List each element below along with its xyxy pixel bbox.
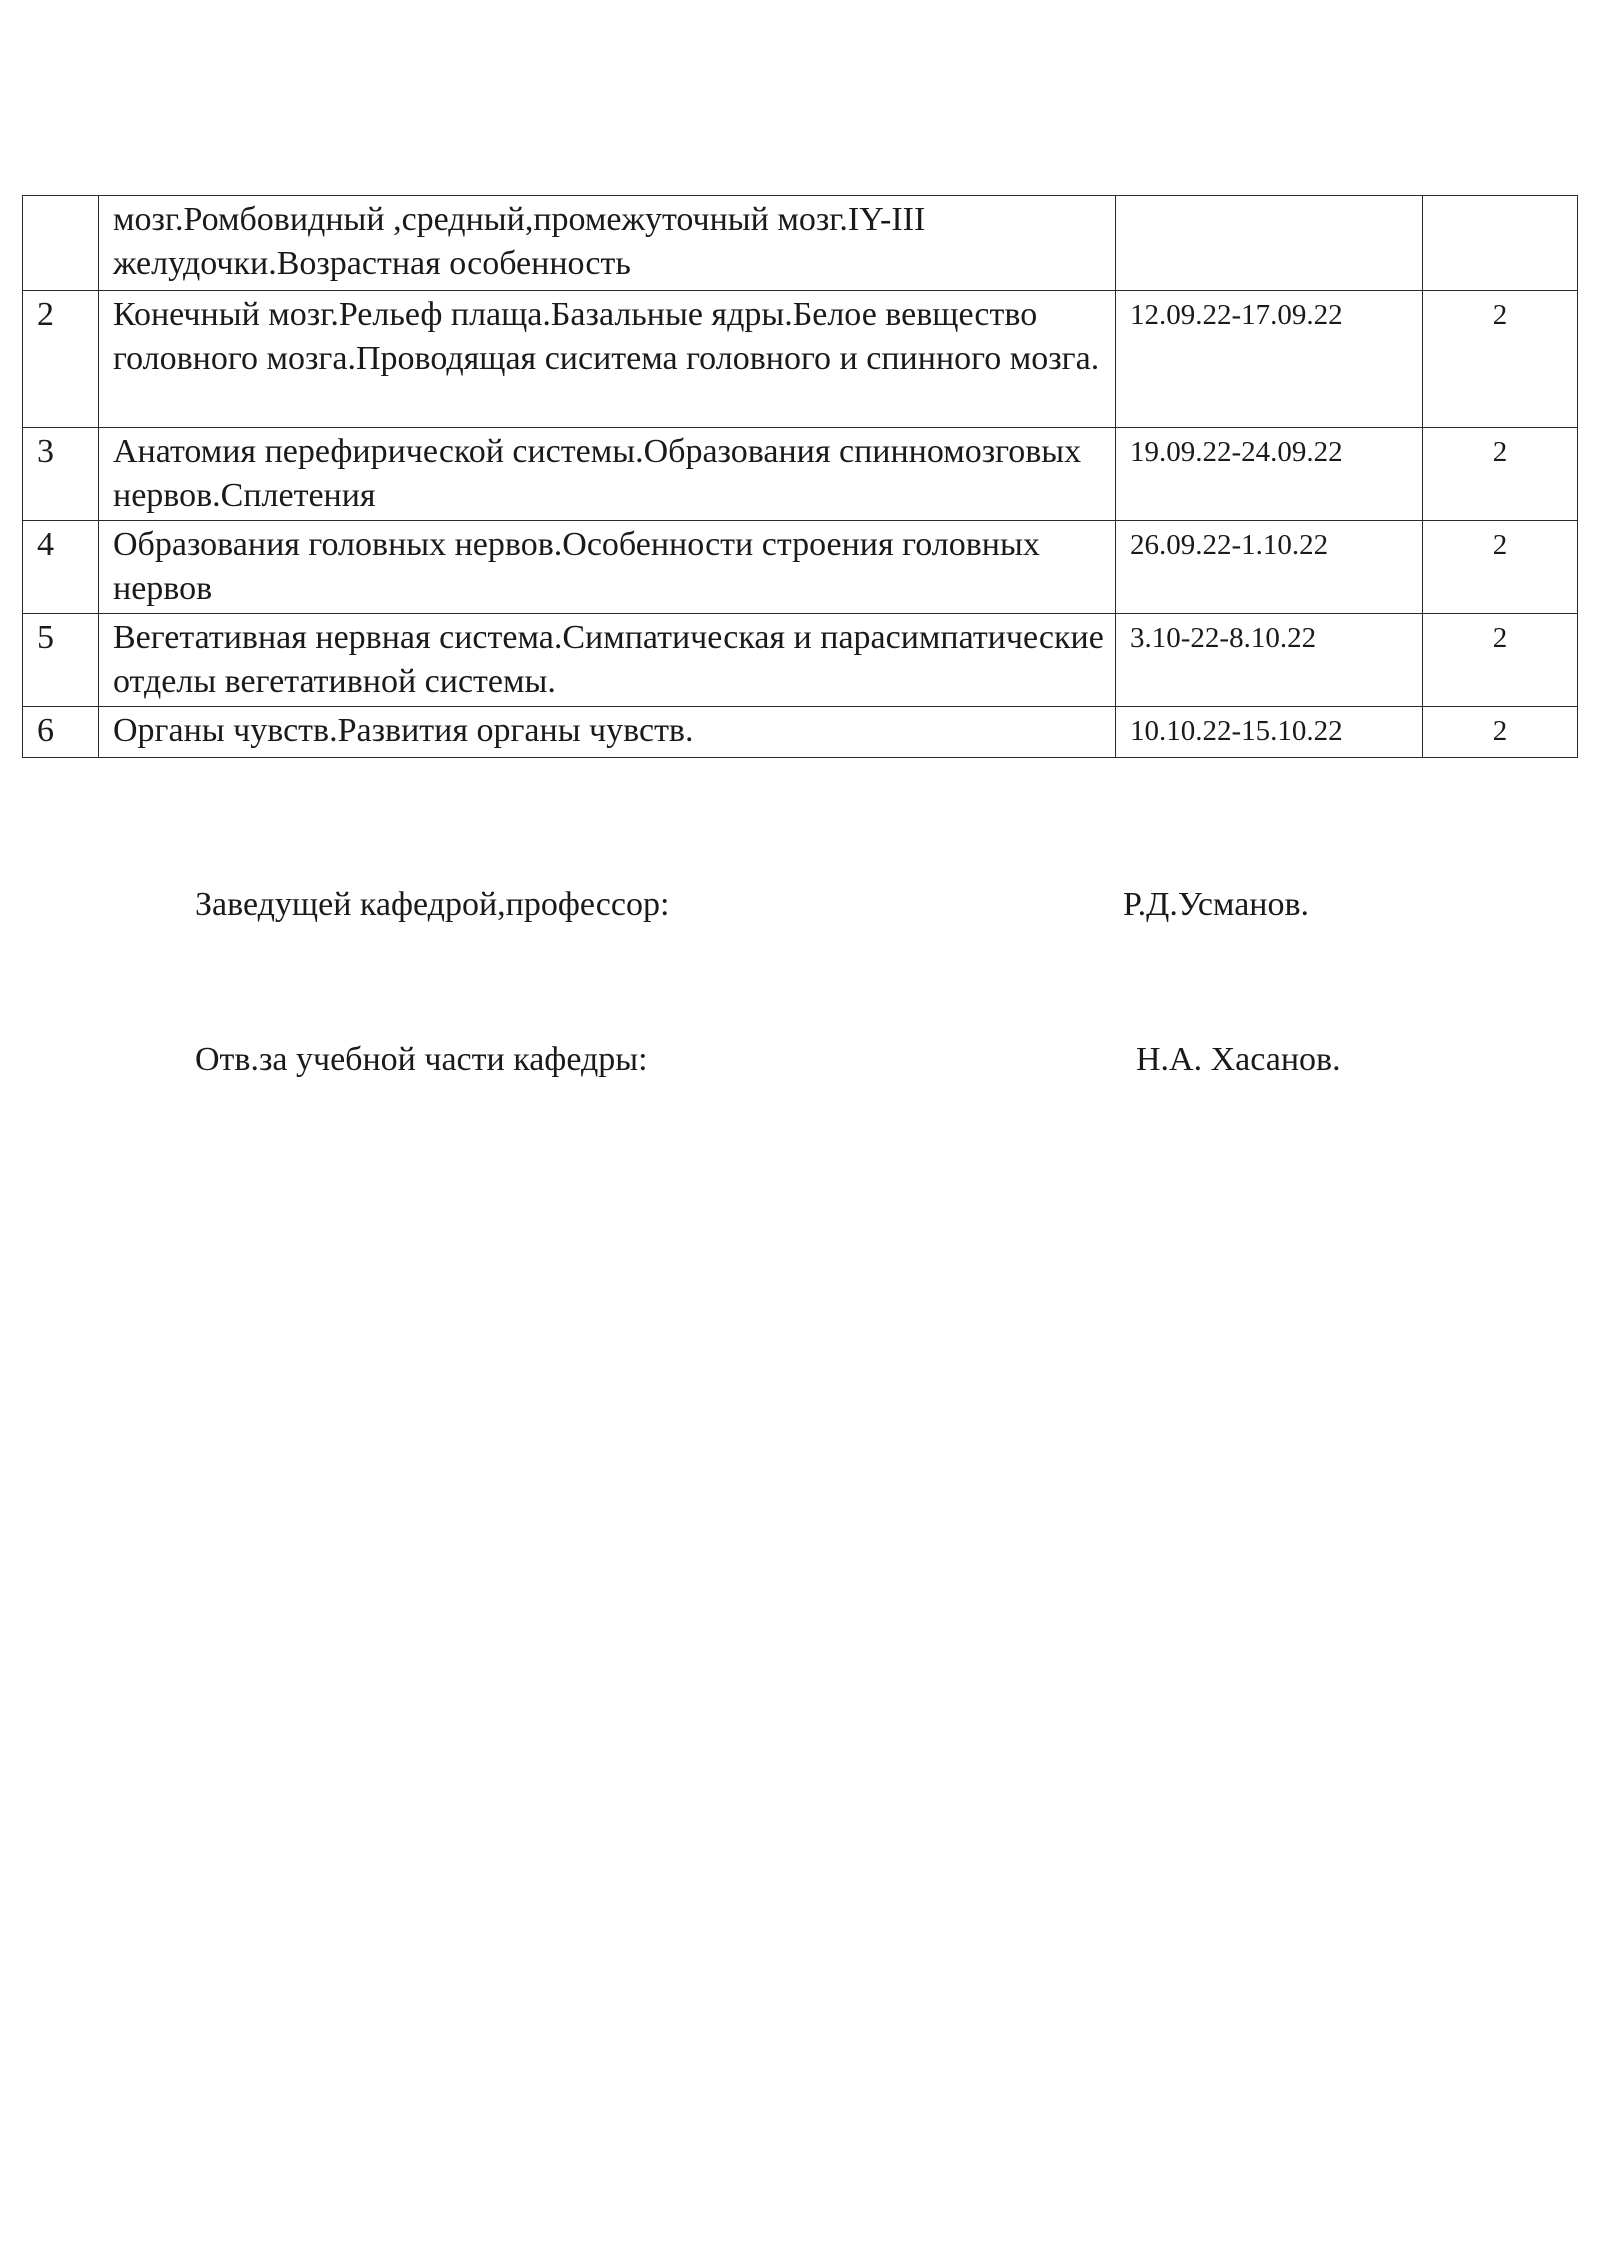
- table-row: [23, 196, 1578, 291]
- academic-officer-title: Отв.за учебной части кафедры:: [195, 1041, 648, 1078]
- schedule-table: [22, 195, 1578, 758]
- table-row: [23, 614, 1578, 707]
- lesson-dates: [1116, 196, 1423, 291]
- head-of-department-name: Р.Д.Усманов.: [1123, 886, 1310, 923]
- table-row: [23, 428, 1578, 521]
- table-row: [23, 707, 1578, 758]
- lesson-hours: 2: [1423, 291, 1578, 428]
- lesson-dates: 19.09.22-24.09.22: [1116, 428, 1423, 521]
- lesson-dates: 26.09.22-1.10.22: [1116, 521, 1423, 614]
- lesson-topic: Образования головных нервов.Особенности строения головных нервов: [99, 521, 1116, 614]
- lesson-topic: Конечный мозг.Рельеф плаща.Базальные ядры.Белое вевщество головного мозга.Проводящая сиситема головного и спинного мозга.: [99, 291, 1116, 428]
- head-of-department-title: Заведущей кафедрой,профессор:: [195, 886, 670, 923]
- lesson-hours: [1423, 196, 1578, 291]
- table-row: [23, 521, 1578, 614]
- lesson-hours: 2: [1423, 428, 1578, 521]
- lesson-hours: 2: [1423, 707, 1578, 758]
- lesson-topic: мозг.Ромбовидный ,средный,промежуточный мозг.IY-III желудочки.Возрастная особенность: [99, 196, 1116, 291]
- lesson-number: 3: [23, 428, 99, 521]
- lesson-topic: Анатомия перефирической системы.Образования спинномозговых нервов.Сплетения: [99, 428, 1116, 521]
- lesson-number: 6: [23, 707, 99, 758]
- lesson-dates: 10.10.22-15.10.22: [1116, 707, 1423, 758]
- lesson-hours: 2: [1423, 521, 1578, 614]
- lesson-dates: 3.10-22-8.10.22: [1116, 614, 1423, 707]
- lesson-number: 4: [23, 521, 99, 614]
- lesson-number: [23, 196, 99, 291]
- lesson-number: 5: [23, 614, 99, 707]
- lesson-hours: 2: [1423, 614, 1578, 707]
- lesson-number: 2: [23, 291, 99, 428]
- lesson-topic: Органы чувств.Развития органы чувств.: [99, 707, 1116, 758]
- academic-officer-name: Н.А. Хасанов.: [1136, 1041, 1341, 1078]
- lesson-topic: Вегетативная нервная система.Симпатическая и парасимпатические отделы вегетативной системы.: [99, 614, 1116, 707]
- table-row: [23, 291, 1578, 428]
- lesson-dates: 12.09.22-17.09.22: [1116, 291, 1423, 428]
